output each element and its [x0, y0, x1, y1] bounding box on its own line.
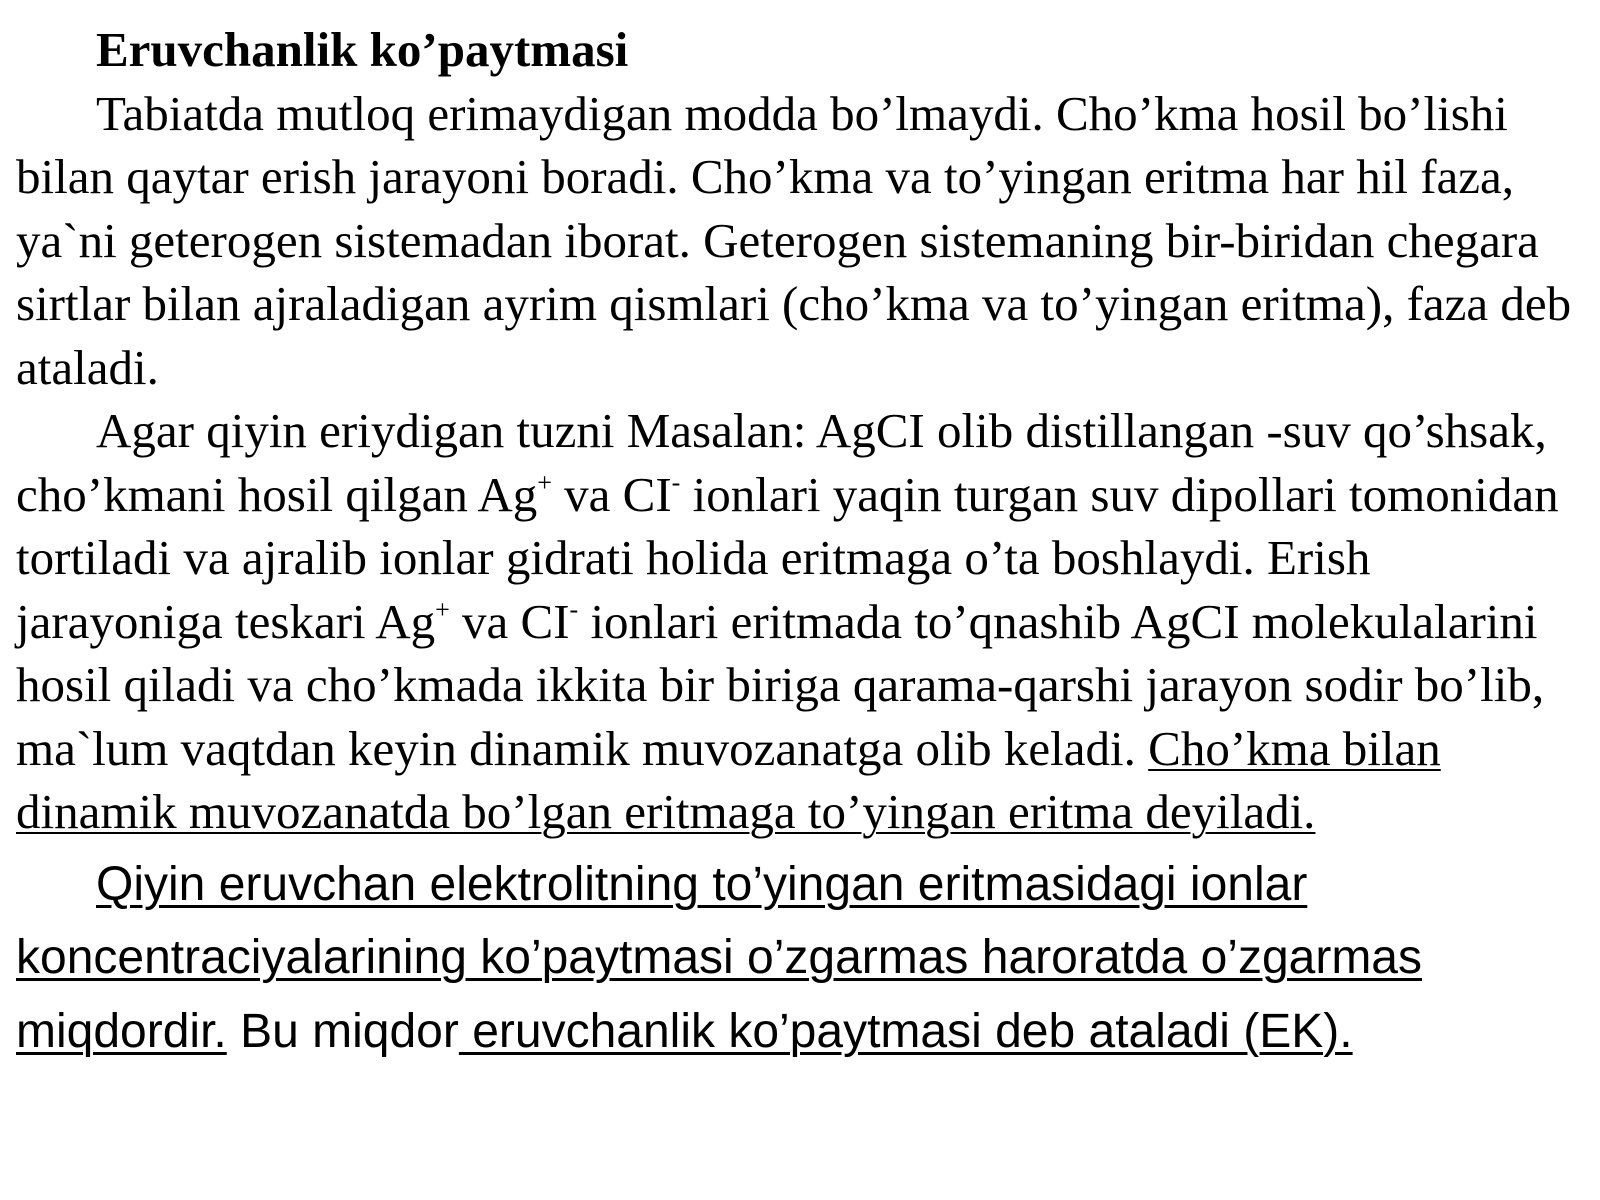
paragraph-3	[16, 848, 1584, 1069]
superscript-minus: -	[671, 467, 681, 497]
superscript-minus: -	[569, 594, 579, 624]
paragraph-2	[16, 399, 1584, 844]
solubility-product-term: eruvchanlik ko’paytmasi deb ataladi (EK).	[458, 1004, 1353, 1058]
paragraph-2-part-5: ionlari eritmada to’qnashib AgCI molekulalarini hosil qiladi va cho’kmada ikkita bir biriga qarama-qarshi jarayon sodir bo’lib, ma`lum vaqtdan keyin dinamik muvozanatga olib keladi.	[16, 593, 1545, 776]
paragraph-1: Tabiatda mutloq erimaydigan modda bo’lmaydi. Cho’kma hosil bo’lishi bilan qaytar erish jarayoni boradi. Cho’kma va to’yingan eritma har hil faza, ya`ni geterogen sistemadan iborat. Geterogen sistemaning bir-biridan chegara sirtlar bilan ajraladigan ayrim qismlari (cho’kma va to’yingan eritma), faza deb ataladi.	[16, 85, 1572, 395]
paragraph-3-plain: Bu miqdor	[226, 1004, 459, 1058]
superscript-plus: +	[537, 467, 552, 497]
superscript-plus: +	[435, 594, 450, 624]
solubility-product-definition: Qiyin eruvchan elektrolitning to’yingan eritmasidagi ionlar koncentraciyalarining ko’paytmasi o’zgarmas haroratda o’zgarmas miqdordir.	[16, 857, 1422, 1058]
paragraph-2-part-4: va CI	[449, 593, 570, 649]
heading: Eruvchanlik ko’paytmasi	[96, 22, 629, 77]
saturated-solution-definition: Cho’kma bilan dinamik muvozanatda bo’lgan eritmaga to’yingan eritma deyiladi.	[16, 720, 1441, 839]
paragraph-2-part-2: va CI	[551, 466, 672, 522]
document-page	[16, 18, 1584, 1068]
paragraph-2-part-3: ionlari yaqin turgan suv dipollari tomonidan tortiladi va ajralib ionlar gidrati holida eritmaga o’ta boshlaydi. Erish jarayoniga teskari Ag	[16, 466, 1559, 649]
paragraph-2-part-1: Agar qiyin eriydigan tuzni Masalan: AgCI olib distillangan -suv qo’shsak, cho’kmani hosil qilgan Ag	[16, 403, 1547, 522]
